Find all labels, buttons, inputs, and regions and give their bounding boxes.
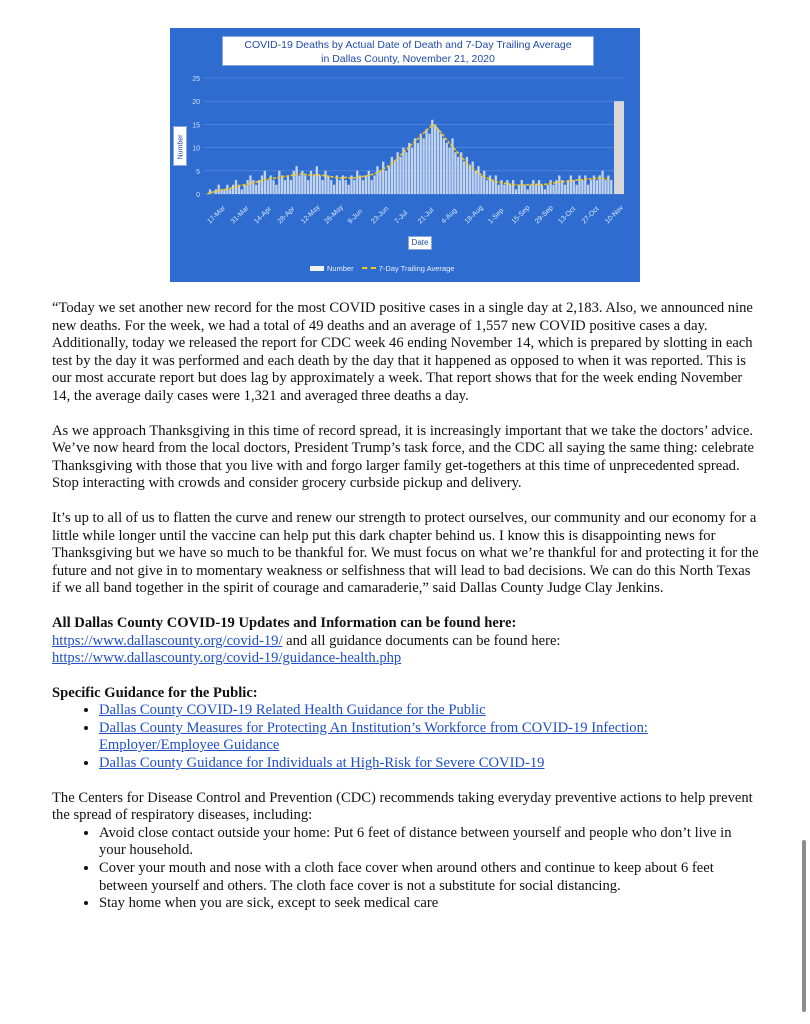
bar bbox=[578, 175, 580, 194]
y-tick-label: 5 bbox=[196, 168, 200, 176]
bar bbox=[486, 180, 488, 194]
bar bbox=[549, 180, 551, 194]
bar bbox=[512, 180, 514, 194]
bar bbox=[244, 185, 246, 194]
guidance-heading: Specific Guidance for the Public: bbox=[52, 684, 258, 701]
guidance-link-workforce[interactable]: Dallas County Measures for Protecting An Institution’s Workforce from COVID-19 Infection: Employer/Employee Guidance bbox=[99, 719, 648, 754]
bar bbox=[472, 162, 474, 194]
bar bbox=[394, 162, 396, 194]
bar bbox=[457, 157, 459, 194]
bar bbox=[541, 185, 543, 194]
bar bbox=[506, 180, 508, 194]
bar bbox=[232, 185, 234, 194]
chart-title-line1: COVID-19 Deaths by Actual Date of Death and 7-Day Trailing Average bbox=[244, 39, 572, 51]
y-tick-label: 10 bbox=[192, 145, 200, 153]
bar bbox=[402, 148, 404, 194]
bar bbox=[368, 171, 370, 194]
bar bbox=[258, 180, 260, 194]
bar bbox=[295, 166, 297, 194]
y-tick-label: 0 bbox=[196, 192, 200, 199]
x-tick-label: 15-Sep bbox=[510, 204, 532, 226]
bar bbox=[425, 129, 427, 194]
bar bbox=[601, 171, 603, 194]
bar bbox=[587, 185, 589, 194]
cdc-intro: The Centers for Disease Control and Prevention (CDC) recommends taking everyday preventive actions to help prevent the spread of respiratory diseases, including: bbox=[52, 789, 753, 824]
x-tick-label: 12-May bbox=[300, 203, 322, 226]
bar bbox=[267, 180, 269, 194]
bar bbox=[290, 180, 292, 194]
cdc-list-item: • Stay home when you are sick, except to seek medical care bbox=[99, 895, 760, 913]
bar bbox=[532, 180, 534, 194]
bar bbox=[492, 180, 494, 194]
bar bbox=[575, 185, 577, 194]
bar bbox=[460, 152, 462, 194]
bar bbox=[313, 175, 315, 194]
bar bbox=[526, 189, 528, 194]
scrollbar[interactable] bbox=[802, 840, 806, 1012]
bar bbox=[509, 185, 511, 194]
bar bbox=[255, 185, 257, 194]
deaths-chart bbox=[170, 28, 640, 282]
guidance-docs-line bbox=[52, 650, 760, 668]
bar bbox=[552, 185, 554, 194]
bar bbox=[521, 180, 523, 194]
bar bbox=[365, 175, 367, 194]
bar bbox=[324, 171, 326, 194]
guidance-health-link[interactable]: https://www.dallascounty.org/covid-19/guidance-health.php bbox=[52, 650, 402, 667]
bar bbox=[431, 120, 433, 194]
bar bbox=[359, 175, 361, 194]
bar bbox=[524, 185, 526, 194]
x-tick-label: 14-Apr bbox=[253, 205, 274, 226]
x-tick-label: 9-Jun bbox=[346, 208, 365, 226]
bar bbox=[307, 180, 309, 194]
bar bbox=[480, 175, 482, 194]
bar bbox=[437, 129, 439, 194]
chart-legend bbox=[310, 262, 510, 274]
updates-heading: All Dallas County COVID-19 Updates and Information can be found here: bbox=[52, 614, 517, 631]
bar bbox=[463, 162, 465, 194]
x-tick-label: 18-Aug bbox=[463, 204, 485, 226]
bar bbox=[353, 180, 355, 194]
paragraph-thanksgiving: As we approach Thanksgiving in this time of record spread, it is increasingly important that we take the doctors’ advice. We’ve now heard from the local doctors, President Trump’s task force, and the CDC all saying the same thing: celebrate Thanksgiving with those that you live with and forgo larger family get-togethers at this time of unprecedented spread. Stop interacting with crowds and consider grocery curbside pickup and delivery. bbox=[52, 422, 754, 492]
bar bbox=[405, 152, 407, 194]
bar bbox=[388, 166, 390, 194]
x-tick-label: 29-Sep bbox=[533, 204, 555, 226]
bar bbox=[379, 171, 381, 194]
bar bbox=[547, 185, 549, 194]
bar bbox=[570, 175, 572, 194]
bar bbox=[573, 180, 575, 194]
bar bbox=[529, 185, 531, 194]
bar bbox=[474, 171, 476, 194]
bar bbox=[420, 134, 422, 194]
bar bbox=[345, 180, 347, 194]
bar bbox=[298, 175, 300, 194]
y-tick-label: 20 bbox=[192, 99, 200, 107]
chart-title bbox=[222, 36, 594, 66]
bar bbox=[408, 143, 410, 194]
x-tick-label: 31-Mar bbox=[229, 204, 251, 226]
x-tick-label: 13-Oct bbox=[557, 205, 578, 226]
bar bbox=[434, 124, 436, 194]
legend-label-average: 7-Day Trailing Average bbox=[378, 263, 455, 273]
bar bbox=[339, 180, 341, 194]
y-tick-label: 25 bbox=[192, 76, 200, 83]
bar bbox=[596, 180, 598, 194]
bar bbox=[362, 180, 364, 194]
bar bbox=[414, 138, 416, 194]
bar bbox=[469, 166, 471, 194]
x-tick-label: 21-Jul bbox=[416, 206, 436, 226]
chart-ylabel-text: Number bbox=[177, 134, 185, 160]
bar bbox=[249, 175, 251, 194]
bar bbox=[422, 138, 424, 194]
bar bbox=[371, 180, 373, 194]
bar bbox=[356, 171, 358, 194]
chart-ylabel bbox=[173, 126, 187, 166]
bar bbox=[385, 171, 387, 194]
x-tick-label: 10-Nov bbox=[604, 204, 626, 226]
y-tick-label: 15 bbox=[192, 122, 200, 130]
bar bbox=[443, 138, 445, 194]
legend-swatch-number bbox=[310, 266, 324, 271]
bar bbox=[321, 180, 323, 194]
guidance-list-item bbox=[99, 755, 760, 773]
guidance-list-item bbox=[99, 720, 760, 755]
bar bbox=[503, 185, 505, 194]
incomplete-data-region bbox=[614, 101, 624, 194]
x-tick-label: 17-Mar bbox=[206, 204, 228, 226]
bar bbox=[417, 143, 419, 194]
x-tick-label: 27-Oct bbox=[580, 205, 601, 226]
bar bbox=[319, 175, 321, 194]
bar bbox=[304, 175, 306, 194]
bar bbox=[564, 185, 566, 194]
bar bbox=[293, 171, 295, 194]
bar bbox=[518, 185, 520, 194]
bar bbox=[477, 166, 479, 194]
chart-svg bbox=[170, 28, 640, 282]
bar bbox=[428, 134, 430, 194]
bar bbox=[333, 185, 335, 194]
bar bbox=[581, 180, 583, 194]
bar bbox=[275, 185, 277, 194]
bar bbox=[287, 175, 289, 194]
bar bbox=[454, 152, 456, 194]
guidance-list-item bbox=[99, 702, 760, 720]
bar bbox=[310, 171, 312, 194]
x-tick-label: 1-Sep bbox=[487, 207, 506, 226]
bar bbox=[218, 185, 220, 194]
bar bbox=[584, 175, 586, 194]
bar bbox=[515, 189, 517, 194]
updates-mid-text: and all guidance documents can be found here: bbox=[282, 632, 561, 649]
covid-updates-link[interactable]: https://www.dallascounty.org/covid-19/ bbox=[52, 632, 283, 649]
bar bbox=[558, 175, 560, 194]
bar bbox=[411, 148, 413, 194]
bar bbox=[376, 166, 378, 194]
bar bbox=[241, 189, 243, 194]
bar bbox=[544, 189, 546, 194]
bar bbox=[483, 171, 485, 194]
paragraph-record-cases: “Today we set another new record for the most COVID positive cases in a single day at 2,183. Also, we announced nine new deaths. For the week, we had a total of 49 deaths and an average of 1,557 new COVID positive cases a day. Additionally, today we released the report for CDC week 46 ending November 14, which is prepared by slotting in each test by the day it was performed and each death by the day that it happened as opposed to when it was reported. This is our most accurate report but does lag by approximately a week. That report shows that for the week ending November 14, the average daily cases were 1,321 and averaged three deaths a day. bbox=[52, 300, 753, 404]
guidance-link-high-risk[interactable]: Dallas County Guidance for Individuals at High-Risk for Severe COVID-19 bbox=[99, 755, 545, 772]
bar bbox=[604, 180, 606, 194]
bar bbox=[261, 175, 263, 194]
x-tick-label: 7-Jul bbox=[393, 209, 410, 226]
bar bbox=[535, 185, 537, 194]
x-tick-label: 4-Aug bbox=[440, 207, 459, 226]
bar bbox=[278, 171, 280, 194]
bar bbox=[567, 180, 569, 194]
statement-block bbox=[52, 300, 760, 913]
bar bbox=[316, 166, 318, 194]
paragraph-flatten-curve: It’s up to all of us to flatten the curve and renew our strength to protect ourselves, our community and our economy for a little while longer until the vaccine can help put this dark chapter behind us. I know this is disappointing news for Thanksgiving but we have so much to be thankful for. We must focus on what we’re thankful for and protecting it for the future and not give in to momentary weakness or selfishness that will lead to bad decisions. We can do this North Texas if we all band together in the spirit of courage and camaraderie,” said Dallas County Judge Clay Jenkins. bbox=[52, 509, 759, 597]
x-tick-label: 23-Jun bbox=[370, 205, 391, 226]
x-tick-label: 28-Apr bbox=[276, 205, 297, 226]
bar bbox=[264, 171, 266, 194]
guidance-link-public[interactable]: Dallas County COVID-19 Related Health Guidance for the Public bbox=[99, 702, 486, 719]
bar bbox=[284, 180, 286, 194]
bar bbox=[229, 189, 231, 194]
bar bbox=[382, 162, 384, 194]
x-tick-label: 26-May bbox=[323, 203, 345, 226]
cdc-list-item: • Cover your mouth and nose with a cloth face cover when around others and continue to keep about 6 feet between yourself and others. The cloth face cover is not a substitute for social distancing. bbox=[99, 860, 760, 895]
bar bbox=[327, 175, 329, 194]
bar bbox=[347, 185, 349, 194]
chart-title-line2: in Dallas County, November 21, 2020 bbox=[321, 53, 495, 65]
cdc-list bbox=[52, 825, 760, 913]
bar bbox=[330, 180, 332, 194]
bar bbox=[373, 175, 375, 194]
bar bbox=[610, 180, 612, 194]
bar bbox=[440, 134, 442, 194]
bar bbox=[498, 185, 500, 194]
bar bbox=[538, 180, 540, 194]
legend-label-number: Number bbox=[327, 263, 354, 273]
guidance-list bbox=[52, 702, 760, 772]
bar bbox=[399, 157, 401, 194]
bar bbox=[246, 180, 248, 194]
bar bbox=[446, 143, 448, 194]
bar bbox=[281, 175, 283, 194]
bar bbox=[272, 180, 274, 194]
bar bbox=[590, 180, 592, 194]
chart-xlabel: Date bbox=[408, 236, 432, 250]
cdc-list-item: • Avoid close contact outside your home: Put 6 feet of distance between yourself and people who don’t live in your household. bbox=[99, 825, 760, 860]
updates-line bbox=[52, 633, 760, 651]
legend-swatch-average bbox=[362, 267, 376, 269]
bar bbox=[495, 175, 497, 194]
bar bbox=[448, 148, 450, 194]
